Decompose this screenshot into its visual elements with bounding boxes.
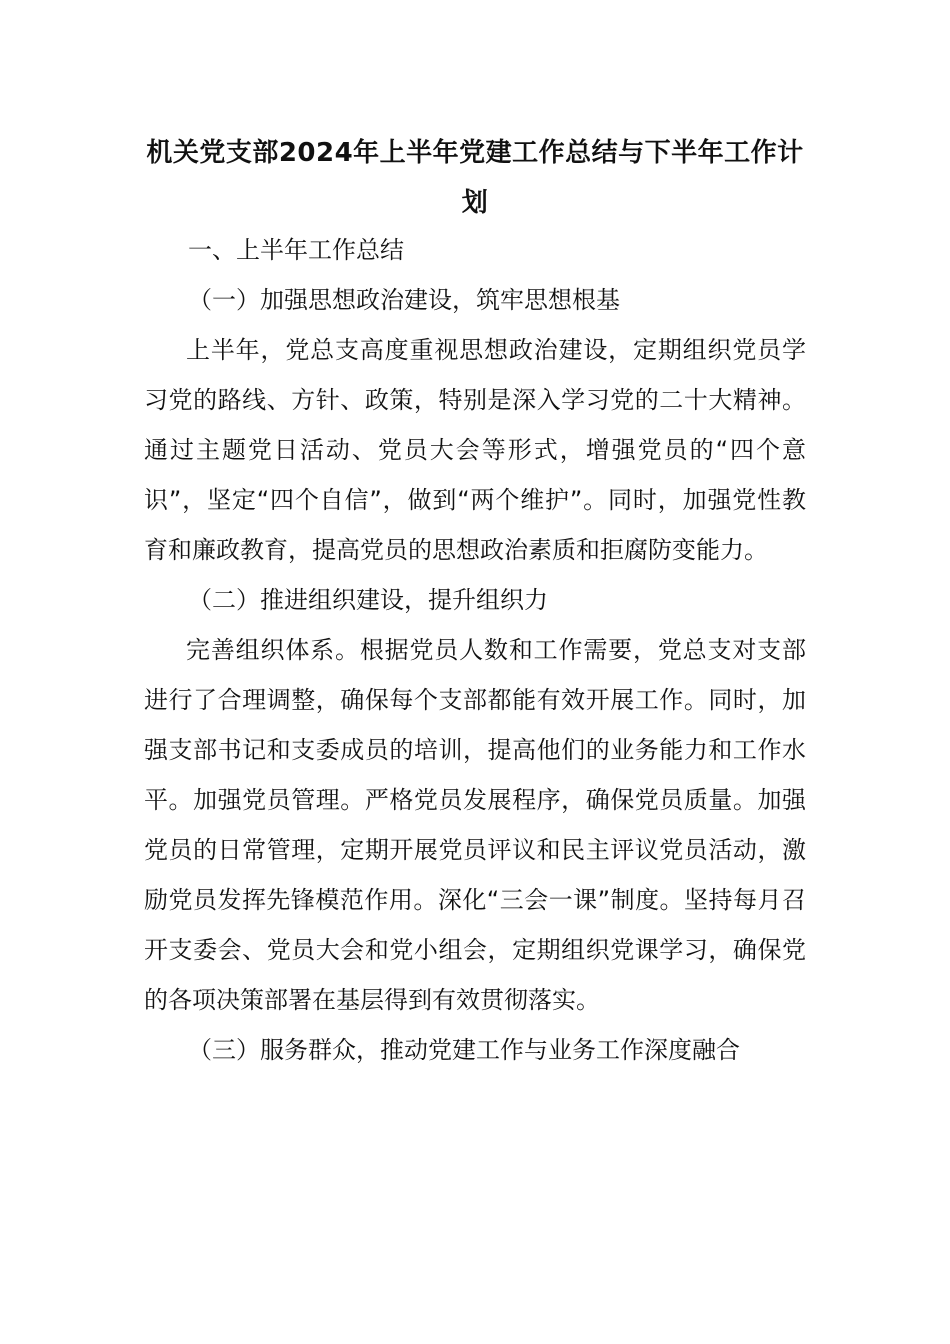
section-3-heading: （三）服务群众，推动党建工作与业务工作深度融合 bbox=[188, 1036, 740, 1064]
section-2-paragraph: 完善组织体系。根据党员人数和工作需要，党总支对支部进行了合理调整，确保每个支部都能有效开展工作。同时，加强支部书记和支委成员的培训，提高他们的业务能力和工作水平。加强党员管理。严格党员发展程序，确保党员质量。加强党员的日常管理，定期开展党员评议和民主评议党员活动，激励党员发挥先锋模范作用。深化“三会一课”制度。坚持每月召开支委会、党员大会和党小组会，定期组织党课学习，确保党的各项决策部署在基层得到有效贯彻落实。 bbox=[144, 636, 806, 1014]
section-2-heading: （二）推进组织建设，提升组织力 bbox=[188, 586, 548, 614]
document-body bbox=[144, 225, 806, 1075]
document-title: 机关党支部2024年上半年党建工作总结与下半年工作计划 bbox=[146, 138, 804, 218]
section-1-paragraph: 上半年，党总支高度重视思想政治建设，定期组织党员学习党的路线、方针、政策，特别是深入学习党的二十大精神。通过主题党日活动、党员大会等形式，增强党员的“四个意识”，坚定“四个自信”，做到“两个维护”。同时，加强党性教育和廉政教育，提高党员的思想政治素质和拒腐防变能力。 bbox=[144, 336, 806, 564]
section-1-heading: （一）加强思想政治建设，筑牢思想根基 bbox=[188, 286, 620, 314]
heading-level-1: 一、上半年工作总结 bbox=[188, 236, 404, 264]
